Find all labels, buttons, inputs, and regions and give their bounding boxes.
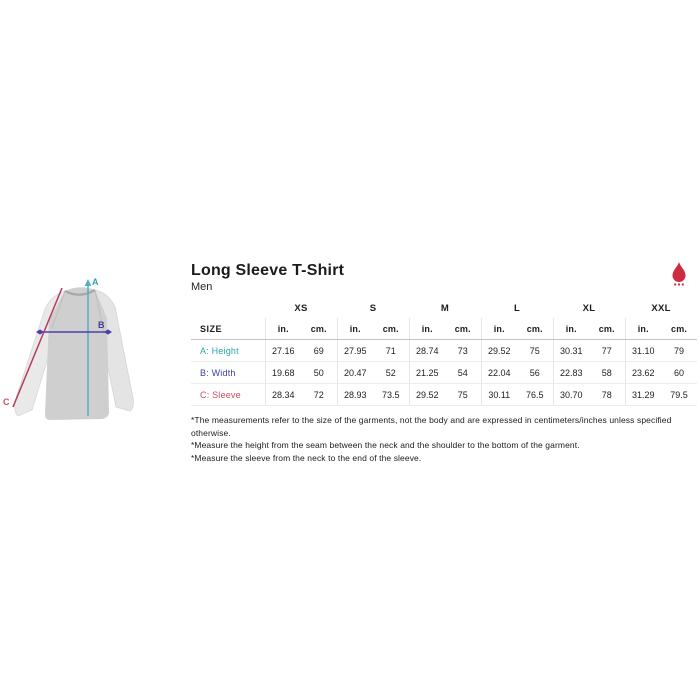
size-guide-content [191,262,697,464]
measurement-cell: 29.52 [409,384,445,406]
measure-label-c: C [3,397,10,407]
measurement-cell: 78 [589,384,625,406]
footnote-line: *Measure the height from the seam between the neck and the shoulder to the bottom of the garment. [191,440,580,450]
measurement-cell: 27.16 [265,340,301,362]
measurement-cell: 27.95 [337,340,373,362]
measurement-cell: 22.04 [481,362,517,384]
measurement-cell: 73.5 [373,384,409,406]
measure-label-b: B [98,320,105,330]
measurement-cell: 28.34 [265,384,301,406]
unit-header-cm: cm. [445,318,481,340]
measurement-cell: 19.68 [265,362,301,384]
measurement-cell: 77 [589,340,625,362]
unit-header-in: in. [337,318,373,340]
page-title: Long Sleeve T-Shirt [191,262,345,279]
table-row-width [191,362,697,384]
tshirt-graphic [2,258,180,430]
table-row-height [191,340,697,362]
measurement-cell: 31.10 [625,340,661,362]
measurement-cell: 30.11 [481,384,517,406]
unit-header-cm: cm. [589,318,625,340]
size-col-header-xl: XL [582,303,596,314]
size-header-row [191,299,697,318]
footnotes [191,414,697,464]
measurement-cell: 28.74 [409,340,445,362]
corner-cell [191,299,265,318]
unit-header-cm: cm. [373,318,409,340]
size-col-header-s: S [369,303,377,314]
size-col-header-l: L [513,303,521,314]
size-col-header-m: M [440,303,450,314]
measure-label-a: A [92,277,99,287]
measurement-cell: 60 [661,362,697,384]
measurement-cell: 20.47 [337,362,373,384]
row-label-height: A: Height [191,340,265,362]
measurement-cell: 31.29 [625,384,661,406]
measurement-cell: 30.70 [553,384,589,406]
measurement-cell: 72 [301,384,337,406]
measurement-cell: 23.62 [625,362,661,384]
unit-header-in: in. [481,318,517,340]
row-label-sleeve: C: Sleeve [191,384,265,406]
measurement-cell: 75 [445,384,481,406]
measurement-cell: 28.93 [337,384,373,406]
size-col-header-xs: XS [294,303,308,314]
row-label-width: B: Width [191,362,265,384]
measurement-cell: 50 [301,362,337,384]
unit-header-in: in. [553,318,589,340]
measurement-cell: 76.5 [517,384,553,406]
measurement-cell: 21.25 [409,362,445,384]
measurement-cell: 56 [517,362,553,384]
measurement-cell: 69 [301,340,337,362]
product-illustration [2,258,180,430]
measurement-cell: 79 [661,340,697,362]
measurement-cell: 73 [445,340,481,362]
unit-header-row [191,318,697,340]
measurement-cell: 22.83 [553,362,589,384]
measurement-cell: 79.5 [661,384,697,406]
measurement-cell: 30.31 [553,340,589,362]
measurement-cell: 54 [445,362,481,384]
size-col-header-xxl: XXL [651,303,671,314]
measurement-cell: 71 [373,340,409,362]
measurement-cell: 29.52 [481,340,517,362]
footnote-line: *Measure the sleeve from the neck to the end of the sleeve. [191,452,422,463]
unit-header-in: in. [265,318,301,340]
measurement-cell: 58 [589,362,625,384]
unit-header-in: in. [409,318,445,340]
measurement-cell: 75 [517,340,553,362]
unit-header-cm: cm. [517,318,553,340]
unit-header-in: in. [625,318,661,340]
size-label-header: SIZE [191,318,265,340]
footnote-line: *The measurements refer to the size of the garments, not the body and are expressed in centimeters/inches unless specified otherwise. [191,415,672,438]
unit-header-cm: cm. [301,318,337,340]
table-row-sleeve [191,384,697,406]
page-subtitle: Men [191,281,213,293]
measurement-cell: 52 [373,362,409,384]
unit-header-cm: cm. [661,318,697,340]
size-chart-table [191,299,697,406]
